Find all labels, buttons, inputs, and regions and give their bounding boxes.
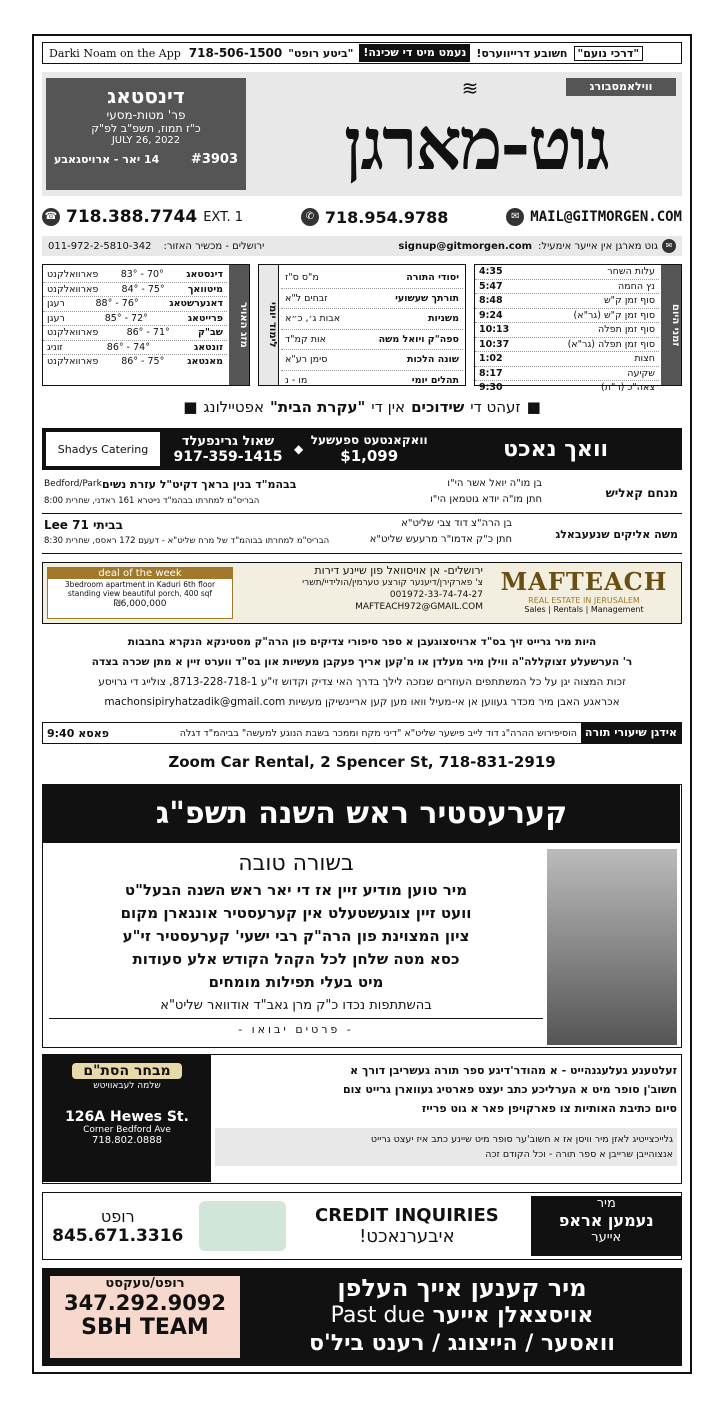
re-heb2: צ' פארקירן/דיענער קורצע טערמין/הולידיי/תשרי xyxy=(302,578,483,588)
weather-temp: 86° - 71° xyxy=(126,327,170,338)
zmanim-name: צאה"כ (ר"ת) xyxy=(601,382,655,393)
weather-temp: 84° - 75° xyxy=(121,283,165,295)
mafteach-logo xyxy=(489,567,679,619)
shidduchim-text4: "עקרת הבית" xyxy=(270,398,366,416)
weather-temp: 86° - 75° xyxy=(121,356,165,367)
zmanim-name: סוף זמן תפלה (גר"א) xyxy=(567,338,655,350)
weather-temp: 88° - 76° xyxy=(95,298,139,309)
newspaper-page xyxy=(32,34,692,1374)
kerestir-l6: בהשתתפות נכדו כ"ק מרן גאב"ד אודוואר שליט"א xyxy=(49,994,543,1019)
masthead xyxy=(42,72,682,196)
weather-day: פרייטאג xyxy=(187,312,223,324)
simcha-1-addr: Bedford/Park xyxy=(44,479,102,489)
limud-label: לימוד יומי xyxy=(259,265,279,385)
brand-name: MAFTEACH xyxy=(500,567,668,596)
realestate-info xyxy=(239,565,483,613)
weather-temp: 83° - 70° xyxy=(120,269,164,280)
vacation-label: וואקאנטעט ספעשעל xyxy=(310,433,428,447)
eng-date: JULY 26, 2022 xyxy=(111,135,181,146)
main-phone[interactable]: 718.388.7744 xyxy=(66,207,198,227)
zmanim-name: סוף זמן ק"ש xyxy=(603,295,655,306)
drivers-tag: חשובע דרייווערס! xyxy=(476,46,568,60)
zmanim-label: זמני היום xyxy=(661,265,681,385)
agent-name: שאול גרינפעלד xyxy=(181,433,275,449)
shiur-text: הוסיפירוש ההרה"ג דוד לייב פישער שליט"א "דיני מקח וממכר בשבת הנוגע למעשה" בביהמ"ד דגלה xyxy=(179,727,577,739)
notice-line2: ר' הערשעלע זצוקללה"ה ווילן מיר מעלדן או מ'קען אריך פעקבן מעשיות און בס"ד ווערט זיין א מתן שכרה בצדה xyxy=(91,656,633,668)
zmanim-time: 4:35 xyxy=(479,266,503,277)
vacation-price: $1,099 xyxy=(340,447,399,465)
credit-title: CREDIT INQUIRIES xyxy=(314,1205,499,1226)
limud-row xyxy=(281,330,463,351)
zmanim-row xyxy=(475,381,659,395)
weather-temp: 86° - 74° xyxy=(106,341,150,353)
fax-icon: ☎ xyxy=(42,208,60,226)
diamond-icon: ◆ xyxy=(294,442,304,456)
kerestir-l2: וועט זיין צוגעשטעלט אין קערעסטיר אונגארן מקום xyxy=(120,904,472,922)
simcha-row-2 xyxy=(42,516,682,554)
zmanim-row xyxy=(475,338,659,353)
simcha-2-detail: הבריס"מ למחרתו בבוהמ"ד של מרח שליט"א - דעעם 172 ראסס, שחרית 8:30 xyxy=(44,536,330,546)
zmanim-name: חצות xyxy=(634,353,655,364)
limud-name: ספה"ק ויואל משה xyxy=(378,333,459,345)
caterer-logo xyxy=(46,432,160,466)
limud-name: שונה הלכות xyxy=(406,354,459,365)
simcha-1-groom: בן מו"ה יואל אשר הי"ו xyxy=(447,478,542,489)
kerestir-body xyxy=(49,849,543,1041)
realestate-ad xyxy=(42,562,682,624)
app-heb: "ביטע רופט" xyxy=(288,46,354,60)
zmanim-row xyxy=(475,352,659,367)
kerestir-title: קערעסטיר ראש השנה תשפ"ג xyxy=(43,785,680,843)
darkei-noam-tag: "דרכי נועם" xyxy=(574,46,644,61)
shop-address: 126A Hewes St. xyxy=(65,1109,189,1125)
weather-day: דינסטאג xyxy=(186,269,223,280)
brand-services: Sales | Rentals | Management xyxy=(524,605,644,614)
shop-block xyxy=(43,1055,211,1182)
zmanim-list xyxy=(475,265,659,395)
zmanim-time: 9:24 xyxy=(479,309,503,321)
app-phone[interactable]: 718-506-1500 xyxy=(188,46,283,60)
simcha-2-groom: בן הרה"צ דוד צבי שליט"א xyxy=(401,518,512,529)
limud-name: משניות xyxy=(428,313,459,324)
limud-name: תורתך שעשועי xyxy=(395,292,459,304)
credit-card-image xyxy=(199,1201,287,1251)
bills-call: רופט/טעקסט xyxy=(105,1276,185,1291)
zmanim-row xyxy=(475,367,659,382)
limud-box xyxy=(258,264,466,386)
notice-line3: זכות המצוה יגן על כל המשתתפים העוזרים שנזכה לילך בדרך האי צדיק וקדוש זי"ע 8713-228-718-1, צולייג די גרויסע xyxy=(98,676,626,688)
sefer-notice xyxy=(42,632,682,716)
credit-right2: נעמען אראפ xyxy=(558,1211,654,1230)
kerestir-ad xyxy=(42,784,682,1048)
signup-label: גוט מארגן אין אייער אימעיל: xyxy=(538,240,658,252)
bills-team: SBH TEAM xyxy=(81,1315,209,1340)
zmanim-time: 10:13 xyxy=(479,324,510,335)
limud-row xyxy=(281,268,463,289)
st-l4: גלייכצייטיג לאזן מיר וויסן אז א חשוב'ער סופר מיט שיינע כתב איז יעצט גרייט xyxy=(370,1134,673,1145)
bills-l2b: אויסצאלן אייער xyxy=(432,1303,594,1328)
weather-label: מזג האויר xyxy=(229,265,249,385)
simcha-2-bride: חתן כ"ק אדמו"ר מרעעש שליט"א xyxy=(369,534,512,545)
steam-icon: ≋ xyxy=(461,76,479,100)
shiur-label: אידגן שיעורי תורה xyxy=(581,723,681,743)
mail-icon: ✉ xyxy=(506,208,524,226)
st-l1: זעלטענע געלעגנהייט - א מהודר'דיגע ספר תורה געשריבן דורך א xyxy=(350,1064,677,1077)
bills-l1: מיר קענען אייך העלפן xyxy=(337,1274,587,1302)
limud-val: מ"ס ס"ז xyxy=(285,272,319,283)
notice-email[interactable]: machonsipiryhatzadik@gmail.com xyxy=(104,696,286,708)
zmanim-time: 8:48 xyxy=(479,295,503,306)
weather-cond: פארוואלקנט xyxy=(47,269,99,280)
simcha-1-hall: בבהמ"ד בנין בראך דקיט"ל עזרת נשים xyxy=(102,478,297,491)
deal-price: ₪6,000,000 xyxy=(113,599,167,609)
zmanim-name: סוף זמן תפלה xyxy=(598,324,655,335)
weather-temp: 85° - 72° xyxy=(104,312,148,324)
shop-sub: שלמה לעבאוויטש xyxy=(93,1081,161,1091)
signup-email[interactable]: signup@gitmorgen.com xyxy=(398,240,533,252)
limud-row xyxy=(281,371,463,391)
limud-row xyxy=(281,289,463,310)
kerestir-l4: כסא מטה שלחן לכל הקהל הקודש אלע סעודות xyxy=(132,950,460,968)
notice-line1: היות מיר גרייט זיך בס"ד ארויסצוגעבן א ספר סיפורי צדיקים פון הרה"ק מסטינקא הנקרא בחבבות xyxy=(127,636,597,648)
st-l2: חשוב'ן סופר מיט א הערליכע כתב יעצט פארטיג געווארן גרייט צום xyxy=(342,1083,677,1096)
kerestir-l7: - פרטים יבואו - xyxy=(238,1023,354,1036)
weather-cond: פארוואלקנט xyxy=(47,356,99,367)
simcha-2-hall: בביתי 71 Lee xyxy=(44,518,123,532)
zmanim-row xyxy=(475,309,659,324)
israel-phone[interactable]: 011-972-2-5810-342 xyxy=(48,240,152,252)
simcha-row-1 xyxy=(42,476,682,514)
weather-cond: רעגן xyxy=(47,298,65,309)
shidduchim-banner xyxy=(42,394,682,420)
re-heb1: ירושלים- אן אויסוואל פון שיינע דירות xyxy=(314,564,483,577)
envelope-icon: ✉ xyxy=(662,239,676,253)
shidduchim-text1: זעהט די xyxy=(470,398,521,416)
credit-right3: אייער xyxy=(591,1230,622,1245)
zmanim-time: 5:47 xyxy=(479,280,503,292)
credit-phone[interactable]: 845.671.3316 xyxy=(52,1225,184,1246)
shechina-tag: נעמט מיט די שכינה! xyxy=(359,44,470,62)
zmanim-row xyxy=(475,294,659,309)
masthead-title: גוט-מארגן xyxy=(344,101,608,186)
weather-day: זונטאג xyxy=(194,341,223,353)
weather-day: מאנטאג xyxy=(187,356,223,367)
parsha: פר' מטות-מסעי xyxy=(106,108,186,122)
heb-date: כ"ז תמוז, תשפ"ב לפ"ק xyxy=(91,122,201,135)
simcha-1-name: מנחם קאליש xyxy=(605,486,678,500)
israel-label: ירושלים - מכשיר האזור: xyxy=(163,240,265,252)
deal-text: 3bedroom apartment in Kaduri 6th floor standing view beautiful porch, 400 sqf xyxy=(64,580,216,598)
weather-row xyxy=(43,297,227,312)
date-block xyxy=(46,78,246,190)
weather-row xyxy=(43,283,227,298)
weather-row xyxy=(43,326,227,341)
contact-bar xyxy=(42,202,682,232)
shidduchim-text2: שידוכים xyxy=(411,398,465,416)
agent-phone[interactable]: 917-359-1415 xyxy=(173,448,283,465)
limud-val: אבות ג׳, כ״א xyxy=(285,313,341,324)
weather-row xyxy=(43,312,227,327)
bills-text xyxy=(248,1274,676,1358)
caterer-name: Shadys Catering xyxy=(57,442,149,456)
zoom-ad: Zoom Car Rental, 2 Spencer St, 718-831-2919 xyxy=(168,753,556,771)
weather-day: מיטוואך xyxy=(187,283,223,295)
brand-sub: REAL ESTATE IN JERUSALEM xyxy=(528,596,640,605)
credit-sub: איבערנאכט! xyxy=(359,1226,455,1247)
re-email[interactable]: MAFTEACH972@GMAIL.COM xyxy=(355,602,483,612)
signup-bar xyxy=(42,236,682,256)
agent-block xyxy=(168,434,288,465)
issue-heb: 14 יאר - ארויסגאבע xyxy=(54,153,160,166)
limud-name: יסודי התורה xyxy=(406,272,459,283)
zmanim-name: סוף זמן ק"ש (גר"א) xyxy=(573,309,655,321)
zmanim-time: 8:17 xyxy=(479,367,503,379)
weather-day: דאנערשטאג xyxy=(169,298,223,309)
weather-row xyxy=(43,355,227,369)
weather-cond: זוניג xyxy=(47,341,63,353)
shop-name: מבחר הסת"ם xyxy=(72,1063,182,1079)
shidduchim-text5: אפטיילונג xyxy=(203,398,265,416)
bills-ad xyxy=(42,1268,682,1366)
weather-row xyxy=(43,341,227,356)
kerestir-l3: ציון המצוינת פון הרה"ק רבי ישעי' קערעסטיר זי"ע xyxy=(122,927,470,945)
sefer-torah-ad xyxy=(42,1054,682,1184)
weather-box xyxy=(42,264,250,386)
second-phone[interactable]: 718.954.9788 xyxy=(324,207,449,227)
bills-phone[interactable]: 347.292.9092 xyxy=(63,1291,227,1315)
st-l3: סיום כתיבת האותיות צו פארקויפן פאר א גוט פרייז xyxy=(421,1102,677,1115)
phone-icon: ✆ xyxy=(301,208,319,226)
weather-list xyxy=(43,268,227,369)
notice-line4b: אכראגע האבן מיר מכדר געווען אן אי-מעיל וואו מען קען אריינשיקן מעשיות xyxy=(288,696,620,708)
limud-val: מו - נ xyxy=(285,374,308,386)
bills-l3: וואסער / הייצונג / רענט ביל'ס xyxy=(309,1331,615,1356)
issue-number: #3903 xyxy=(190,152,238,167)
main-email[interactable]: MAIL@GITMORGEN.COM xyxy=(530,209,682,225)
limud-val: סימן רע"א xyxy=(285,354,328,365)
zmanim-name: שקיעה xyxy=(627,367,655,379)
kerestir-l1: מיר טוען מודיע זיין אז די יאר ראש השנה הבעל"ט xyxy=(124,881,468,899)
bills-l2a: Past due xyxy=(330,1303,425,1328)
kerestir-photo xyxy=(547,849,677,1045)
limud-val: זבחים ל"א xyxy=(285,292,328,304)
simcha-2-name: משה אליקים שנעעבאלג xyxy=(555,528,678,541)
sefer-torah-text xyxy=(215,1061,677,1166)
zmanim-time: 10:37 xyxy=(479,338,510,350)
kerestir-l5: מיט בעלי תפילות מומחים xyxy=(208,973,384,991)
edition-badge: ווילאמסבורג xyxy=(566,78,676,96)
zmanim-row xyxy=(475,280,659,295)
shop-phone[interactable]: 718.802.0888 xyxy=(92,1135,162,1146)
simcha-1-detail: הבריס"מ למחרתו בבהמ"ד נייטרא 161 ראדני, שחרית 8:00 xyxy=(44,496,260,506)
zmanim-row xyxy=(475,265,659,280)
limud-name: תהלים יומי xyxy=(411,374,459,386)
weather-day: שב"ק xyxy=(198,327,223,338)
zmanim-name: נץ החמה xyxy=(617,280,655,292)
simchas-header xyxy=(42,428,682,470)
st-l5: אנצוהייבן שרייבן א ספר תורה - וכל הקודם זכה xyxy=(485,1149,673,1160)
credit-right1: מיר xyxy=(596,1196,616,1211)
limud-list xyxy=(281,268,463,390)
weather-cond: פארוואלקנט xyxy=(47,327,99,338)
weather-cond: פארוואלקנט xyxy=(47,283,99,295)
credit-ad xyxy=(42,1192,682,1260)
top-banner xyxy=(42,42,682,64)
phone-ext: EXT. 1 xyxy=(203,209,244,225)
limud-row xyxy=(281,309,463,330)
zmanim-box xyxy=(474,264,682,393)
shop-corner: Corner Bedford Ave xyxy=(83,1125,171,1135)
zmanim-row xyxy=(475,323,659,338)
simchas-title: וואך נאכט xyxy=(503,436,609,462)
credit-call: רופט xyxy=(100,1206,135,1226)
limud-val: אות קמ"ד xyxy=(285,333,326,345)
weather-cond: רעגן xyxy=(47,312,65,324)
shiur-time: פאסא 9:40 xyxy=(47,726,109,740)
vacation-block xyxy=(309,433,429,465)
credit-right xyxy=(531,1196,681,1256)
weather-row xyxy=(43,268,227,283)
deal-title: deal of the week xyxy=(48,568,232,579)
app-label: Darki Noam on the App xyxy=(49,46,181,60)
shiur-bar xyxy=(42,722,682,744)
shidduchim-text3: אין די xyxy=(371,398,406,416)
zmanim-time: 9:30 xyxy=(479,382,503,393)
zmanim-time: 1:02 xyxy=(479,353,503,364)
zmanim-name: עלות השחר xyxy=(607,266,655,277)
re-phone[interactable]: 001972-33-74-74-27 xyxy=(389,590,483,600)
deal-box xyxy=(47,567,233,619)
limud-row xyxy=(281,350,463,371)
day-name: דינסטאג xyxy=(107,84,185,108)
bullet-icon: ■ xyxy=(526,398,541,416)
kerestir-subtitle: בשורה טובה xyxy=(238,851,354,876)
simcha-1-bride: חתן מו"ה יודא גוטמאן הי"ו xyxy=(430,494,542,505)
bullet-icon: ■ xyxy=(183,398,198,416)
bills-contact xyxy=(50,1276,240,1358)
